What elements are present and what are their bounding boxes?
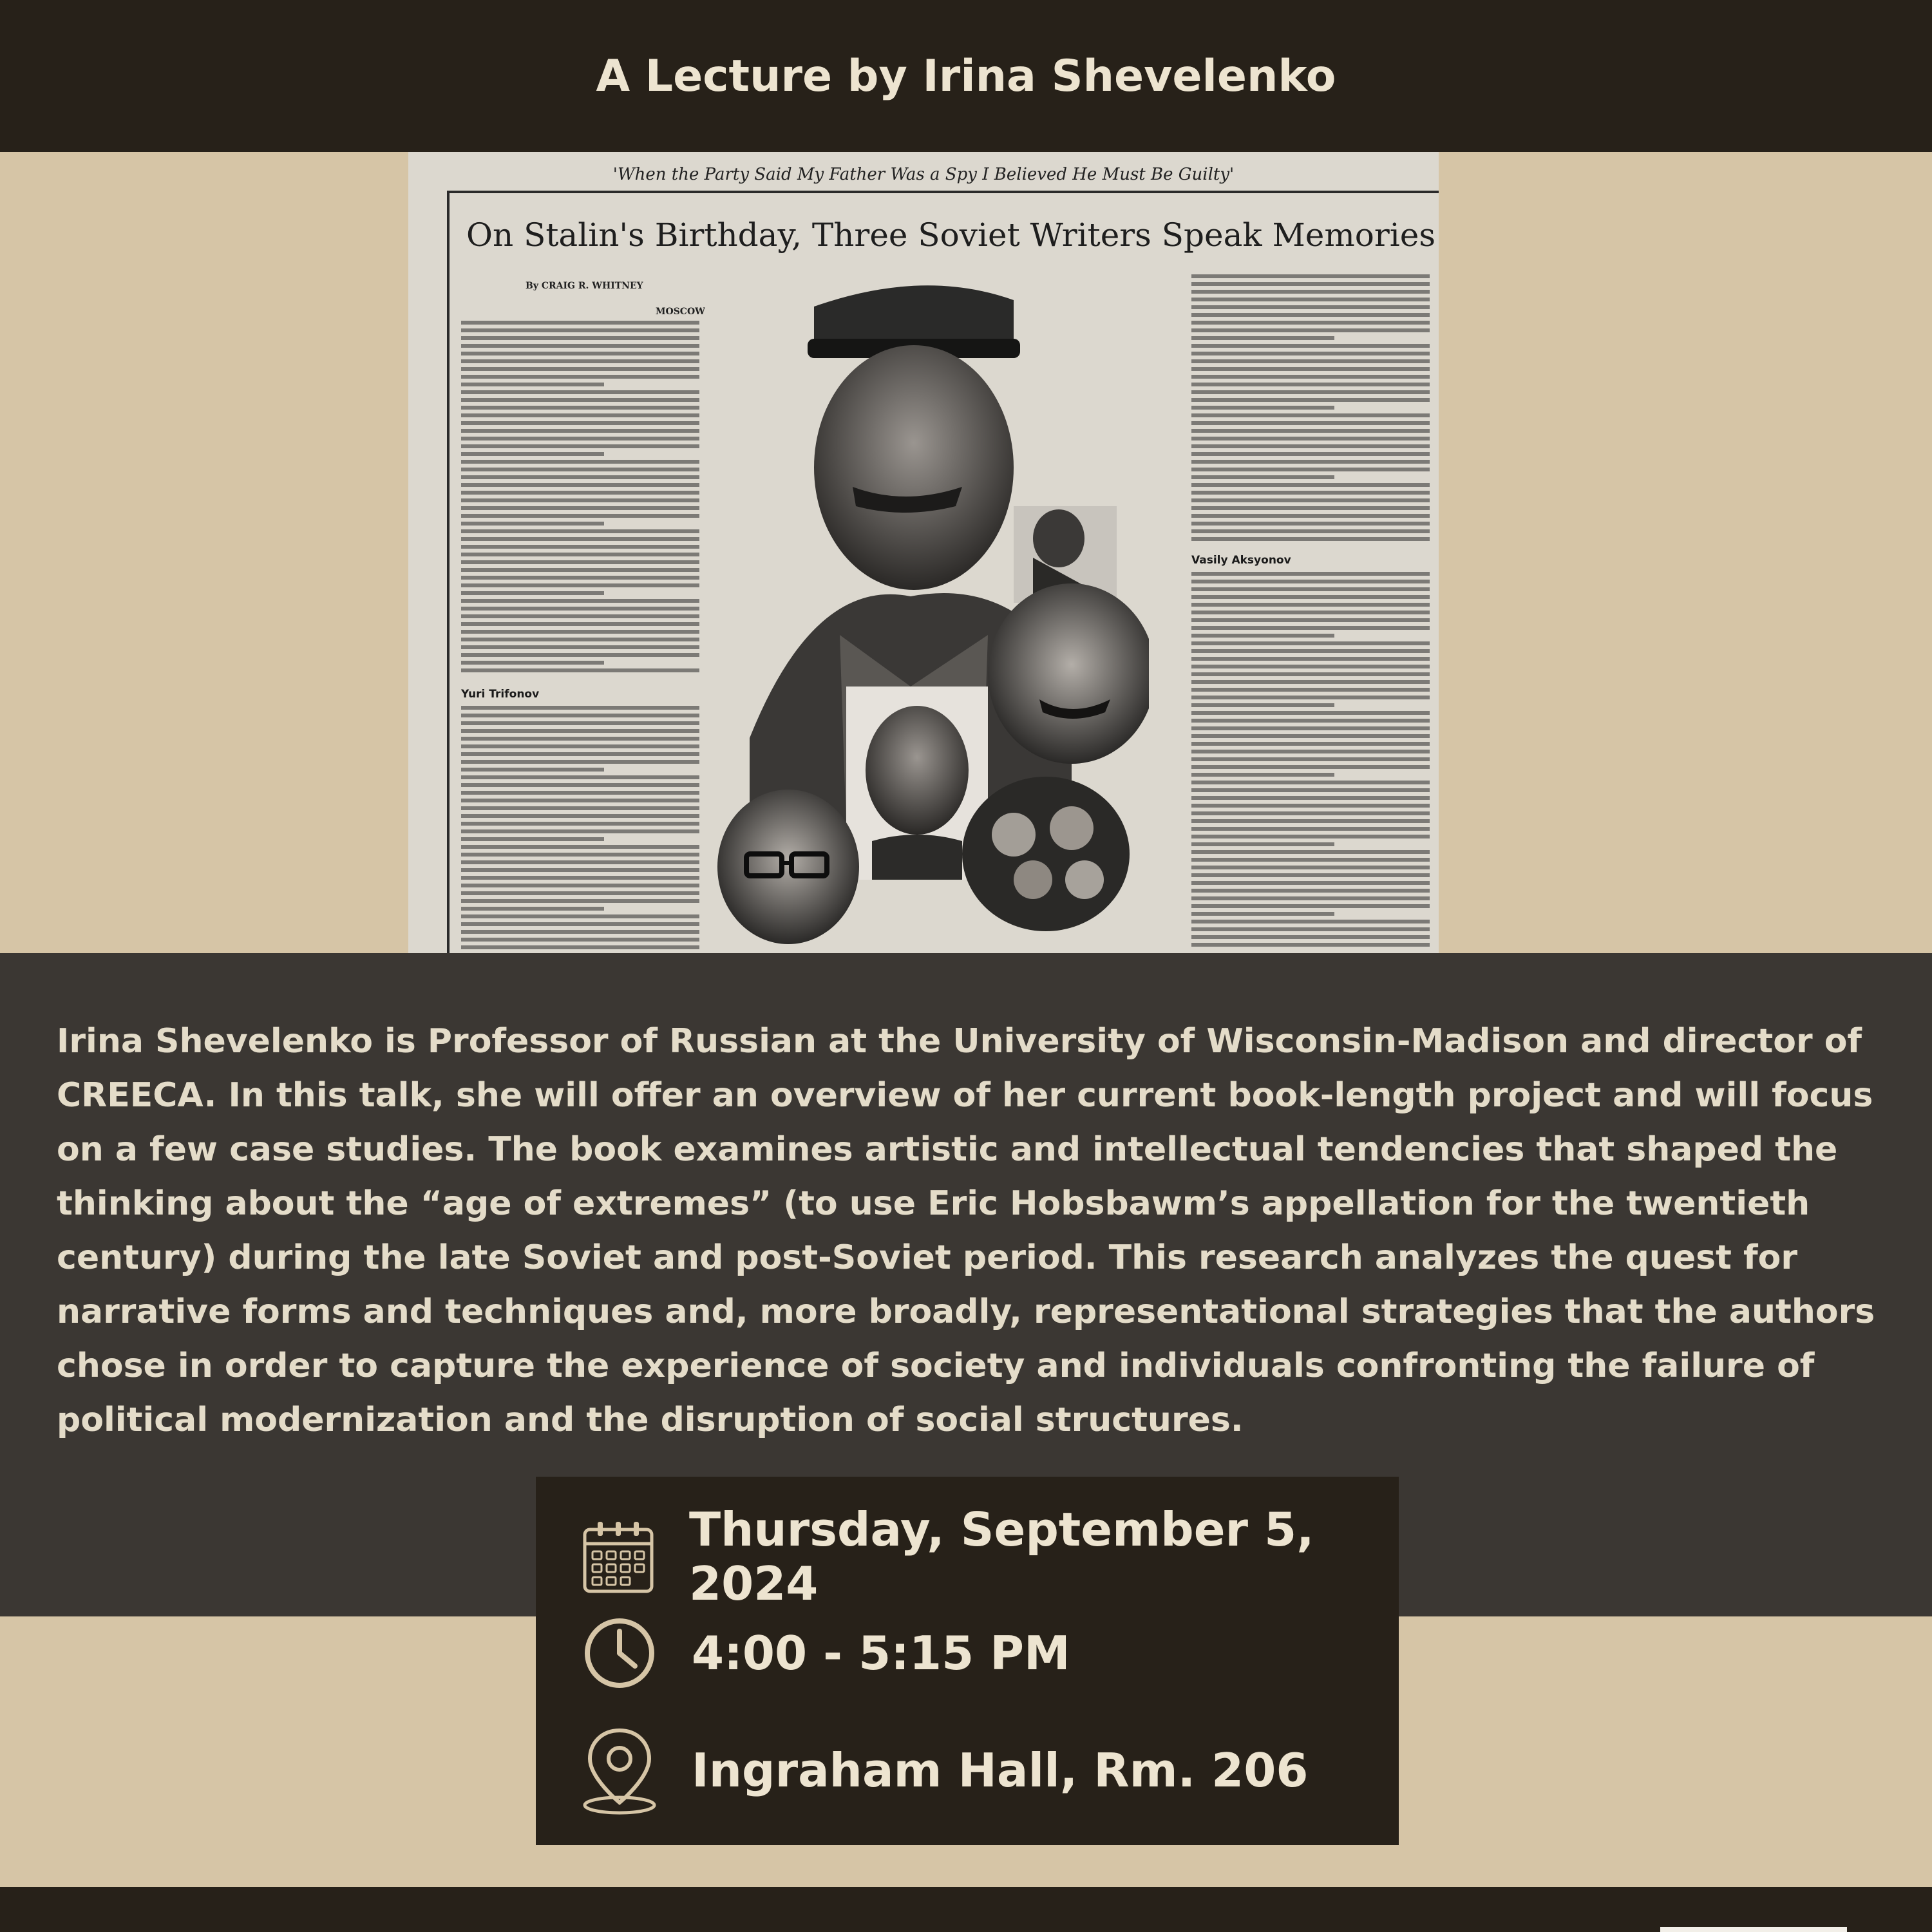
clipping-text-line	[461, 375, 699, 379]
clipping-text-line	[1191, 383, 1430, 386]
portrait-collage	[711, 274, 1149, 953]
clipping-left-column	[461, 321, 699, 676]
clipping-text-line	[461, 622, 699, 626]
clipping-text-line	[1191, 603, 1430, 607]
clipping-text-line	[1191, 665, 1430, 668]
clipping-text-line	[461, 814, 699, 818]
clipping-left-column-lower	[461, 706, 699, 953]
clipping-text-line	[461, 352, 699, 355]
clipping-text-line	[461, 768, 604, 772]
clipping-text-line	[461, 845, 699, 849]
clipping-text-line	[461, 498, 699, 502]
clipping-text-line	[1191, 680, 1430, 684]
clipping-dateline: MOSCOW	[656, 307, 705, 317]
clipping-text-line	[1191, 804, 1430, 808]
clipping-text-line	[1191, 321, 1430, 325]
clipping-text-line	[461, 421, 699, 425]
clipping-text-line	[1191, 696, 1430, 699]
clipping-text-line	[461, 853, 699, 857]
clipping-text-line	[1191, 452, 1430, 456]
clipping-text-line	[1191, 781, 1430, 784]
clipping-text-line	[461, 653, 699, 657]
clipping-text-line	[461, 930, 699, 934]
clipping-text-line	[1191, 483, 1430, 487]
clipping-text-line	[461, 568, 699, 572]
event-location: Ingraham Hall, Rm. 206	[692, 1743, 1309, 1797]
clipping-text-line	[1191, 842, 1334, 846]
clipping-headline: On Stalin's Birthday, Three Soviet Writers Speak Memories	[466, 216, 1436, 254]
lecture-title: A Lecture by Irina Shevelenko	[596, 50, 1336, 102]
clipping-text-line	[1191, 390, 1430, 394]
clipping-text-line	[461, 576, 699, 580]
clipping-text-line	[1191, 943, 1430, 947]
clipping-text-line	[1191, 750, 1430, 753]
clipping-text-line	[461, 868, 699, 872]
lecture-description: Irina Shevelenko is Professor of Russian at the University of Wisconsin-Madison and director of CREECA. In this talk, she will offer an overview of her current book-length project and will focus on a few case studies. The book examines artistic and intellectual tendencies that shaped the thinking about the “age of extremes” (to use Eric Hobsbawm’s appellation for the twentieth century) during the late Soviet and post-Soviet period. This research analyzes the quest for narrative forms and techniques and, more broadly, representational strategies that the authors chose in order to capture the experience of society and individuals confronting the failure of political modernization and the disruption of social structures.	[57, 1022, 1875, 1439]
clipping-text-line	[461, 591, 604, 595]
clipping-text-line	[1191, 672, 1430, 676]
clipping-text-line	[461, 922, 699, 926]
clipping-text-line	[461, 645, 699, 649]
clipping-text-line	[1191, 881, 1430, 885]
clipping-text-line	[1191, 742, 1430, 746]
clipping-text-line	[461, 945, 699, 949]
clipping-text-line	[1191, 274, 1430, 278]
clipping-text-line	[1191, 626, 1430, 630]
clipping-text-line	[1191, 734, 1430, 738]
clipping-text-line	[1191, 858, 1430, 862]
clipping-text-line	[1191, 649, 1430, 653]
clipping-text-line	[1191, 657, 1430, 661]
clipping-text-line	[461, 721, 699, 725]
clipping-text-line	[1191, 413, 1430, 417]
clipping-text-line	[461, 560, 699, 564]
clipping-text-line	[1191, 765, 1430, 769]
clipping-text-line	[1191, 313, 1430, 317]
clipping-text-line	[1191, 641, 1430, 645]
clipping-text-line	[461, 860, 699, 864]
clipping-text-line	[461, 413, 699, 417]
clipping-text-line	[1191, 866, 1430, 869]
clipping-text-line	[461, 398, 699, 402]
clipping-text-line	[461, 406, 699, 410]
clipping-text-line	[461, 914, 699, 918]
clipping-text-line	[1191, 491, 1430, 495]
clipping-text-line	[461, 444, 699, 448]
clipping-text-line	[461, 737, 699, 741]
clipping-text-line	[461, 475, 699, 479]
clipping-text-line	[461, 522, 604, 526]
clipping-text-line	[1191, 927, 1430, 931]
clipping-text-line	[1191, 468, 1430, 471]
clipping-byline: By CRAIG R. WHITNEY	[526, 281, 643, 291]
clipping-text-line	[461, 553, 699, 556]
clipping-text-line	[1191, 796, 1430, 800]
clipping-text-line	[461, 468, 699, 471]
header-bar	[0, 0, 1932, 152]
clipping-text-line	[1191, 688, 1430, 692]
clipping-text-line	[1191, 703, 1334, 707]
clipping-text-line	[1191, 352, 1430, 355]
clipping-text-line	[461, 328, 699, 332]
clipping-text-line	[461, 452, 604, 456]
clipping-text-line	[461, 390, 699, 394]
clipping-text-line	[1191, 726, 1430, 730]
clipping-text-line	[461, 891, 699, 895]
clipping-text-line	[1191, 912, 1334, 916]
clipping-text-line	[1191, 904, 1430, 908]
clipping-text-line	[1191, 375, 1430, 379]
clipping-text-line	[461, 437, 699, 440]
clipping-text-line	[461, 429, 699, 433]
clipping-text-line	[461, 661, 604, 665]
clipping-text-line	[1191, 437, 1430, 440]
clipping-text-line	[1191, 889, 1430, 893]
clipping-text-line	[1191, 421, 1430, 425]
clipping-text-line	[461, 791, 699, 795]
clipping-text-line	[1191, 595, 1430, 599]
clock-icon	[581, 1615, 658, 1692]
clipping-subhead-trifonov: Yuri Trifonov	[461, 688, 540, 701]
event-date: Thursday, September 5, 2024	[689, 1502, 1314, 1611]
clipping-text-line	[1191, 298, 1430, 301]
clipping-text-line	[1191, 587, 1430, 591]
clipping-text-line	[1191, 406, 1334, 410]
clipping-text-line	[461, 491, 699, 495]
clipping-text-line	[461, 630, 699, 634]
clipping-text-line	[461, 359, 699, 363]
clipping-text-line	[461, 599, 699, 603]
clipping-text-line	[461, 537, 699, 541]
clipping-text-line	[1191, 429, 1430, 433]
clipping-text-line	[461, 760, 699, 764]
clipping-text-line	[461, 806, 699, 810]
clipping-text-line	[461, 483, 699, 487]
portrait-mustached-man	[988, 583, 1149, 764]
clipping-text-line	[1191, 920, 1430, 923]
clipping-text-line	[1191, 835, 1430, 838]
clipping-text-line	[1191, 850, 1430, 854]
clipping-text-line	[461, 583, 699, 587]
clipping-text-line	[1191, 537, 1430, 541]
clipping-text-line	[461, 668, 699, 672]
clipping-text-line	[1191, 634, 1334, 638]
event-time-row	[581, 1615, 1070, 1692]
clipping-text-line	[1191, 757, 1430, 761]
event-time: 4:00 - 5:15 PM	[692, 1626, 1070, 1680]
clipping-text-line	[461, 367, 699, 371]
clipping-text-line	[1191, 290, 1430, 294]
clipping-text-line	[461, 714, 699, 717]
clipping-text-line	[461, 752, 699, 756]
clipping-text-line	[1191, 305, 1430, 309]
clipping-text-line	[461, 607, 699, 611]
clipping-text-line	[461, 884, 699, 887]
clipping-caption: 'When the Party Said My Father Was a Spy I Believed He Must Be Guilty'	[612, 165, 1235, 184]
clipping-text-line	[461, 336, 699, 340]
clipping-text-line	[1191, 367, 1430, 371]
clipping-text-line	[1191, 935, 1430, 939]
clipping-text-line	[1191, 896, 1430, 900]
clipping-text-line	[461, 506, 699, 510]
clipping-text-line	[461, 529, 699, 533]
clipping-text-line	[1191, 336, 1334, 340]
clipping-text-line	[461, 822, 699, 826]
clipping-text-line	[1191, 522, 1430, 526]
clipping-text-line	[1191, 580, 1430, 583]
clipping-text-line	[1191, 398, 1430, 402]
clipping-text-line	[1191, 819, 1430, 823]
clipping-text-line	[1191, 711, 1430, 715]
footer-bar	[0, 1887, 1932, 1932]
clipping-text-line	[461, 545, 699, 549]
calendar-icon	[581, 1518, 656, 1595]
clipping-text-line	[1191, 873, 1430, 877]
clipping-text-line	[1191, 514, 1430, 518]
clipping-text-line	[1191, 827, 1430, 831]
footer-mark	[1660, 1927, 1847, 1932]
clipping-text-line	[461, 829, 699, 833]
clipping-text-line	[461, 614, 699, 618]
clipping-text-line	[1191, 475, 1334, 479]
portrait-man-glasses	[717, 790, 859, 944]
clipping-text-line	[1191, 506, 1430, 510]
location-pin-icon	[581, 1732, 658, 1809]
clipping-text-line	[461, 706, 699, 710]
event-date-row	[581, 1502, 1399, 1611]
clipping-text-line	[1191, 460, 1430, 464]
clipping-text-line	[461, 837, 604, 841]
clipping-text-line	[461, 907, 604, 911]
clipping-text-line	[461, 321, 699, 325]
clipping-text-line	[461, 775, 699, 779]
clipping-text-line	[1191, 572, 1430, 576]
newspaper-clipping-photo	[408, 152, 1439, 953]
clipping-text-line	[461, 876, 699, 880]
clipping-text-line	[461, 383, 604, 386]
clipping-text-line	[461, 344, 699, 348]
clipping-text-line	[1191, 282, 1430, 286]
clipping-text-line	[461, 899, 699, 903]
clipping-text-line	[461, 938, 699, 942]
clipping-text-line	[1191, 811, 1430, 815]
clipping-text-line	[1191, 611, 1430, 614]
clipping-text-line	[461, 460, 699, 464]
event-details-box	[536, 1477, 1399, 1845]
clipping-text-line	[461, 638, 699, 641]
clipping-text-line	[1191, 344, 1430, 348]
clipping-text-line	[1191, 529, 1430, 533]
clipping-text-line	[1191, 359, 1430, 363]
clipping-text-line	[1191, 328, 1430, 332]
clipping-text-line	[461, 514, 699, 518]
clipping-text-line	[1191, 498, 1430, 502]
clipping-text-line	[461, 744, 699, 748]
clipping-right-column-lower	[1191, 572, 1430, 951]
clipping-text-line	[461, 729, 699, 733]
event-location-row	[581, 1732, 1308, 1809]
portrait-children-group	[962, 777, 1130, 931]
clipping-text-line	[1191, 773, 1334, 777]
clipping-right-column	[1191, 274, 1430, 545]
clipping-text-line	[1191, 618, 1430, 622]
clipping-text-line	[1191, 788, 1430, 792]
clipping-text-line	[1191, 444, 1430, 448]
clipping-text-line	[461, 783, 699, 787]
clipping-subhead-aksyonov: Vasily Aksyonov	[1191, 554, 1291, 567]
clipping-text-line	[461, 799, 699, 802]
clipping-text-line	[1191, 719, 1430, 723]
